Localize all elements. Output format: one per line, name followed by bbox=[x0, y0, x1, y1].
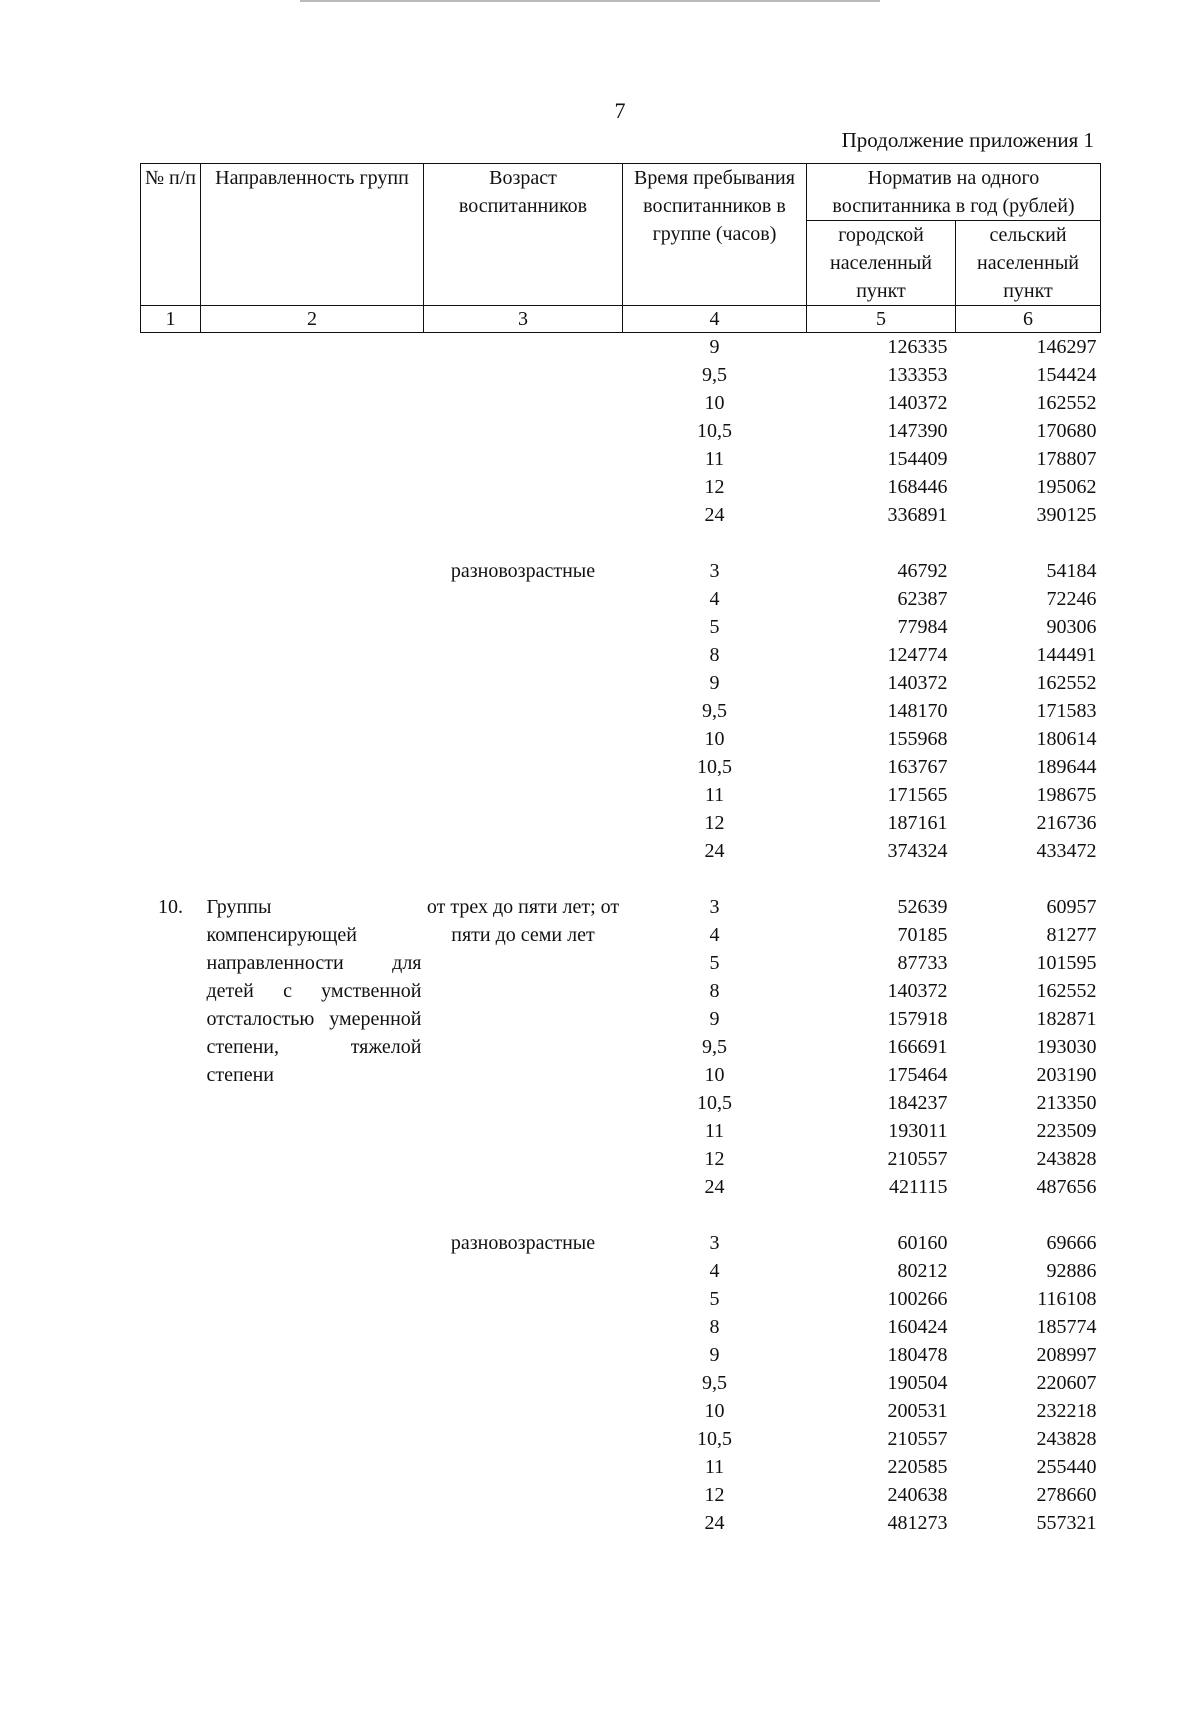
stay-hours: 11 bbox=[704, 784, 725, 806]
stay-hours: 4 bbox=[709, 588, 720, 610]
stay-hours: 24 bbox=[704, 840, 725, 862]
rural-norm: 162552 bbox=[1036, 392, 1097, 414]
stay-hours: 10,5 bbox=[697, 756, 732, 778]
spacer-cell bbox=[141, 865, 1101, 893]
urban-norm: 168446 bbox=[887, 476, 948, 498]
stay-hours: 12 bbox=[704, 476, 725, 498]
rural-norm: 195062 bbox=[1036, 476, 1097, 498]
rural-norm: 189644 bbox=[1036, 756, 1097, 778]
table-row bbox=[141, 557, 1101, 585]
rural-norm: 487656 bbox=[1036, 1176, 1097, 1198]
urban-norm: 190504 bbox=[887, 1372, 948, 1394]
urban-norm: 77984 bbox=[897, 616, 948, 638]
row-number bbox=[141, 333, 201, 530]
stay-hours: 3 bbox=[709, 560, 720, 582]
urban-norm: 160424 bbox=[887, 1316, 948, 1338]
stay-hours: 10,5 bbox=[697, 1428, 732, 1450]
stay-hours: 12 bbox=[704, 812, 725, 834]
urban-norm: 46792 bbox=[897, 560, 948, 582]
rural-norm: 193030 bbox=[1036, 1036, 1097, 1058]
column-number: 3 bbox=[424, 306, 623, 333]
rural-norm: 243828 bbox=[1036, 1148, 1097, 1170]
stay-hours: 24 bbox=[704, 504, 725, 526]
column-number: 1 bbox=[141, 306, 201, 333]
stay-hours: 8 bbox=[709, 980, 720, 1002]
section-spacer bbox=[141, 1201, 1101, 1229]
urban-norm: 140372 bbox=[887, 392, 948, 414]
stay-hours: 4 bbox=[709, 924, 720, 946]
table-row bbox=[141, 893, 1101, 921]
urban-norm: 148170 bbox=[887, 700, 948, 722]
rural-norm: 178807 bbox=[1036, 448, 1097, 470]
urban-norm: 52639 bbox=[897, 896, 948, 918]
rural-norm: 220607 bbox=[1036, 1372, 1097, 1394]
table-row bbox=[141, 333, 1101, 362]
stay-hours: 9 bbox=[709, 672, 720, 694]
rural-norm: 54184 bbox=[1046, 560, 1097, 582]
stay-hours: 5 bbox=[709, 1288, 720, 1310]
rural-norm: 170680 bbox=[1036, 420, 1097, 442]
urban-norm: 62387 bbox=[897, 588, 948, 610]
stay-hours: 9 bbox=[709, 336, 720, 358]
stay-hours: 11 bbox=[704, 1120, 725, 1142]
urban-norm: 147390 bbox=[887, 420, 948, 442]
rural-norm: 60957 bbox=[1046, 896, 1097, 918]
rural-norm: 90306 bbox=[1046, 616, 1097, 638]
header-age: Возраст воспитанников bbox=[424, 164, 623, 306]
urban-norm: 171565 bbox=[887, 784, 948, 806]
pupil-age: разновозрастные bbox=[450, 1232, 596, 1254]
urban-norm: 175464 bbox=[887, 1064, 948, 1086]
urban-norm: 200531 bbox=[887, 1400, 948, 1422]
rural-norm: 255440 bbox=[1036, 1456, 1097, 1478]
stay-hours: 11 bbox=[704, 1456, 725, 1478]
group-direction: Группы компенсирующей направленности для детей с умственной отсталостью умеренной степени, тяжелой степени bbox=[206, 896, 422, 1086]
urban-norm: 336891 bbox=[887, 504, 948, 526]
rural-norm: 232218 bbox=[1036, 1400, 1097, 1422]
urban-norm: 166691 bbox=[887, 1036, 948, 1058]
group-direction bbox=[201, 1229, 424, 1537]
rural-norm: 144491 bbox=[1036, 644, 1097, 666]
urban-norm: 154409 bbox=[887, 448, 948, 470]
urban-norm: 70185 bbox=[897, 924, 948, 946]
row-number: 10. bbox=[158, 896, 183, 918]
rural-norm: 223509 bbox=[1036, 1120, 1097, 1142]
urban-norm: 140372 bbox=[887, 672, 948, 694]
header-norm: Норматив на одного воспитанника в год (рублей) bbox=[807, 164, 1101, 221]
section-spacer bbox=[141, 529, 1101, 557]
rural-norm: 185774 bbox=[1036, 1316, 1097, 1338]
rural-norm: 171583 bbox=[1036, 700, 1097, 722]
rural-norm: 92886 bbox=[1046, 1260, 1097, 1282]
stay-hours: 8 bbox=[709, 644, 720, 666]
stay-hours: 9,5 bbox=[702, 700, 727, 722]
stay-hours: 12 bbox=[704, 1148, 725, 1170]
urban-norm: 210557 bbox=[887, 1428, 948, 1450]
rural-norm: 116108 bbox=[1037, 1288, 1097, 1310]
rural-norm: 162552 bbox=[1036, 672, 1097, 694]
header-rural: сельский населенный пункт bbox=[956, 221, 1101, 306]
scan-edge-line bbox=[300, 0, 880, 2]
header-time: Время пребывания воспитанников в группе (часов) bbox=[623, 164, 807, 306]
stay-hours: 3 bbox=[709, 1232, 720, 1254]
row-number bbox=[141, 1229, 201, 1537]
urban-norm: 210557 bbox=[887, 1148, 948, 1170]
stay-hours: 10,5 bbox=[697, 1092, 732, 1114]
urban-norm: 220585 bbox=[887, 1456, 948, 1478]
stay-hours: 10 bbox=[704, 1064, 725, 1086]
spacer-cell bbox=[141, 529, 1101, 557]
rural-norm: 162552 bbox=[1036, 980, 1097, 1002]
pupil-age: от трех до пяти лет; от пяти до семи лет bbox=[426, 896, 620, 946]
urban-norm: 163767 bbox=[887, 756, 948, 778]
stay-hours: 9 bbox=[709, 1344, 720, 1366]
urban-norm: 87733 bbox=[897, 952, 948, 974]
urban-norm: 184237 bbox=[887, 1092, 948, 1114]
urban-norm: 187161 bbox=[887, 812, 948, 834]
table-body bbox=[141, 333, 1101, 1538]
stay-hours: 10 bbox=[704, 392, 725, 414]
stay-hours: 24 bbox=[704, 1512, 725, 1534]
stay-hours: 12 bbox=[704, 1484, 725, 1506]
header-direction: Направленность групп bbox=[201, 164, 424, 306]
rural-norm: 278660 bbox=[1036, 1484, 1097, 1506]
table-row bbox=[141, 1229, 1101, 1257]
group-direction bbox=[201, 333, 424, 530]
rural-norm: 213350 bbox=[1036, 1092, 1097, 1114]
urban-norm: 374324 bbox=[887, 840, 948, 862]
rural-norm: 198675 bbox=[1036, 784, 1097, 806]
section-spacer bbox=[141, 865, 1101, 893]
urban-norm: 193011 bbox=[888, 1120, 948, 1142]
rural-norm: 180614 bbox=[1036, 728, 1097, 750]
stay-hours: 9,5 bbox=[702, 1372, 727, 1394]
norms-table bbox=[140, 163, 1101, 1537]
stay-hours: 5 bbox=[709, 616, 720, 638]
stay-hours: 9,5 bbox=[702, 1036, 727, 1058]
column-number: 2 bbox=[201, 306, 424, 333]
rural-norm: 182871 bbox=[1036, 1008, 1097, 1030]
urban-norm: 124774 bbox=[887, 644, 948, 666]
rural-norm: 81277 bbox=[1046, 924, 1097, 946]
pupil-age bbox=[424, 333, 623, 530]
rural-norm: 101595 bbox=[1036, 952, 1097, 974]
header-num: № п/п bbox=[141, 164, 201, 306]
stay-hours: 5 bbox=[709, 952, 720, 974]
urban-norm: 126335 bbox=[887, 336, 948, 358]
urban-norm: 421115 bbox=[888, 1176, 948, 1198]
rural-norm: 203190 bbox=[1036, 1064, 1097, 1086]
urban-norm: 155968 bbox=[887, 728, 948, 750]
urban-norm: 157918 bbox=[887, 1008, 948, 1030]
rural-norm: 72246 bbox=[1046, 588, 1097, 610]
rural-norm: 208997 bbox=[1036, 1344, 1097, 1366]
column-number: 5 bbox=[807, 306, 956, 333]
stay-hours: 10,5 bbox=[697, 420, 732, 442]
rural-norm: 146297 bbox=[1036, 336, 1097, 358]
page-number: 7 bbox=[614, 98, 626, 123]
urban-norm: 133353 bbox=[887, 364, 948, 386]
stay-hours: 3 bbox=[709, 896, 720, 918]
rural-norm: 390125 bbox=[1036, 504, 1097, 526]
column-number: 6 bbox=[956, 306, 1101, 333]
stay-hours: 9 bbox=[709, 1008, 720, 1030]
stay-hours: 24 bbox=[704, 1176, 725, 1198]
stay-hours: 11 bbox=[704, 448, 725, 470]
rural-norm: 154424 bbox=[1036, 364, 1097, 386]
rural-norm: 433472 bbox=[1036, 840, 1097, 862]
urban-norm: 240638 bbox=[887, 1484, 948, 1506]
spacer-cell bbox=[141, 1201, 1101, 1229]
stay-hours: 10 bbox=[704, 1400, 725, 1422]
group-direction bbox=[201, 557, 424, 865]
stay-hours: 9,5 bbox=[702, 364, 727, 386]
urban-norm: 80212 bbox=[897, 1260, 948, 1282]
row-number bbox=[141, 557, 201, 865]
stay-hours: 4 bbox=[709, 1260, 720, 1282]
column-number: 4 bbox=[623, 306, 807, 333]
rural-norm: 557321 bbox=[1036, 1512, 1097, 1534]
urban-norm: 140372 bbox=[887, 980, 948, 1002]
continuation-note: Продолжение приложения 1 bbox=[841, 128, 1094, 152]
rural-norm: 243828 bbox=[1036, 1428, 1097, 1450]
header-urban: городской населенный пункт bbox=[807, 221, 956, 306]
stay-hours: 10 bbox=[704, 728, 725, 750]
urban-norm: 481273 bbox=[887, 1512, 948, 1534]
stay-hours: 8 bbox=[709, 1316, 720, 1338]
rural-norm: 216736 bbox=[1036, 812, 1097, 834]
pupil-age: разновозрастные bbox=[450, 560, 596, 582]
urban-norm: 100266 bbox=[887, 1288, 948, 1310]
urban-norm: 180478 bbox=[887, 1344, 948, 1366]
urban-norm: 60160 bbox=[897, 1232, 948, 1254]
rural-norm: 69666 bbox=[1046, 1232, 1097, 1254]
